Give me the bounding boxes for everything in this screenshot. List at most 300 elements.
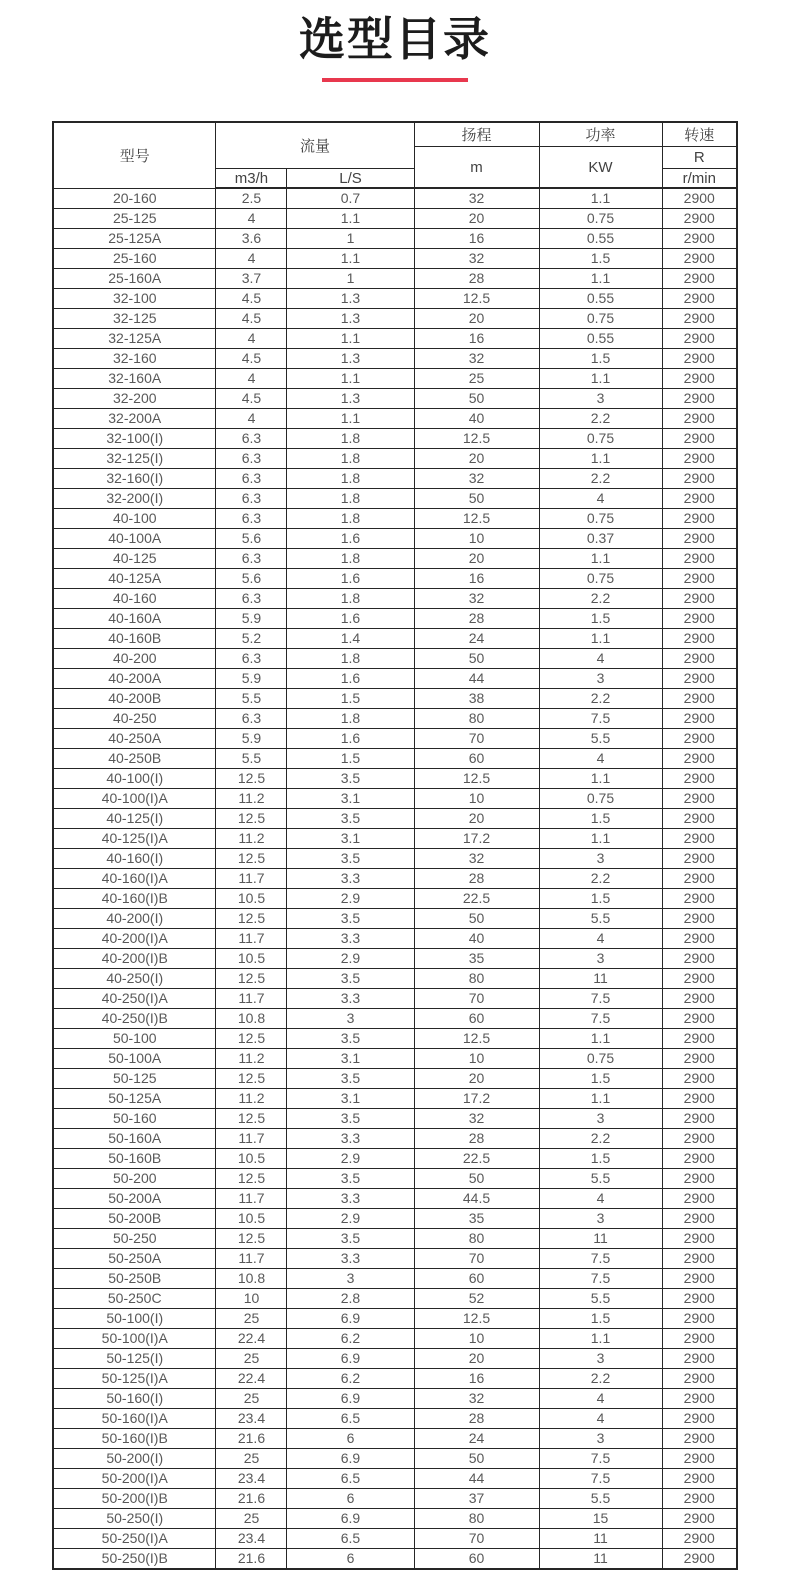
cell-speed-rpm: 2900 [662, 1229, 737, 1249]
cell-power-kw: 7.5 [539, 989, 662, 1009]
cell-flow-ls: 2.9 [287, 1209, 414, 1229]
cell-speed-rpm: 2900 [662, 849, 737, 869]
cell-flow-ls: 0.7 [287, 188, 414, 209]
cell-flow-m3h: 10.5 [216, 1149, 287, 1169]
table-body [53, 188, 737, 1569]
cell-speed-rpm: 2900 [662, 869, 737, 889]
cell-power-kw: 3 [539, 849, 662, 869]
cell-head-m: 40 [414, 409, 539, 429]
cell-flow-m3h: 25 [216, 1509, 287, 1529]
cell-model: 50-200(I)B [53, 1489, 216, 1509]
cell-speed-rpm: 2900 [662, 1409, 737, 1429]
cell-model: 32-160A [53, 369, 216, 389]
cell-model: 50-125 [53, 1069, 216, 1089]
cell-speed-rpm: 2900 [662, 229, 737, 249]
cell-head-m: 12.5 [414, 289, 539, 309]
cell-flow-m3h: 4 [216, 409, 287, 429]
table-row [53, 1309, 737, 1329]
cell-speed-rpm: 2900 [662, 1469, 737, 1489]
cell-speed-rpm: 2900 [662, 1189, 737, 1209]
cell-model: 40-125A [53, 569, 216, 589]
cell-model: 40-100(I)A [53, 789, 216, 809]
cell-model: 50-125(I)A [53, 1369, 216, 1389]
cell-speed-rpm: 2900 [662, 1489, 737, 1509]
cell-flow-m3h: 6.3 [216, 709, 287, 729]
table-row [53, 449, 737, 469]
cell-head-m: 44.5 [414, 1189, 539, 1209]
cell-flow-m3h: 25 [216, 1389, 287, 1409]
cell-head-m: 12.5 [414, 769, 539, 789]
cell-model: 32-200 [53, 389, 216, 409]
table-row [53, 1269, 737, 1289]
cell-speed-rpm: 2900 [662, 1369, 737, 1389]
table-row [53, 409, 737, 429]
cell-model: 40-100A [53, 529, 216, 549]
cell-flow-m3h: 21.6 [216, 1549, 287, 1570]
table-row [53, 749, 737, 769]
cell-speed-rpm: 2900 [662, 969, 737, 989]
cell-speed-rpm: 2900 [662, 669, 737, 689]
cell-speed-rpm: 2900 [662, 1129, 737, 1149]
title-underline-accent [322, 78, 468, 82]
cell-speed-rpm: 2900 [662, 289, 737, 309]
cell-flow-m3h: 5.9 [216, 609, 287, 629]
cell-power-kw: 7.5 [539, 1449, 662, 1469]
page-title: 选型目录 [299, 13, 491, 65]
cell-flow-ls: 3.3 [287, 929, 414, 949]
cell-head-m: 60 [414, 1269, 539, 1289]
cell-model: 40-250(I)B [53, 1009, 216, 1029]
cell-flow-m3h: 12.5 [216, 1109, 287, 1129]
cell-model: 20-160 [53, 188, 216, 209]
cell-flow-ls: 1.1 [287, 209, 414, 229]
cell-flow-m3h: 11.7 [216, 989, 287, 1009]
table-row [53, 1129, 737, 1149]
cell-power-kw: 1.1 [539, 1089, 662, 1109]
table-row [53, 349, 737, 369]
cell-model: 50-250C [53, 1289, 216, 1309]
cell-flow-ls: 6.9 [287, 1389, 414, 1409]
cell-speed-rpm: 2900 [662, 1309, 737, 1329]
cell-power-kw: 5.5 [539, 1289, 662, 1309]
cell-power-kw: 1.5 [539, 889, 662, 909]
cell-head-m: 28 [414, 269, 539, 289]
cell-speed-rpm: 2900 [662, 369, 737, 389]
cell-model: 50-200B [53, 1209, 216, 1229]
cell-flow-m3h: 4 [216, 249, 287, 269]
cell-head-m: 28 [414, 609, 539, 629]
cell-flow-ls: 1.8 [287, 649, 414, 669]
cell-speed-rpm: 2900 [662, 1269, 737, 1289]
cell-head-m: 32 [414, 1389, 539, 1409]
cell-flow-ls: 1.4 [287, 629, 414, 649]
cell-power-kw: 2.2 [539, 469, 662, 489]
cell-model: 32-160(I) [53, 469, 216, 489]
cell-flow-m3h: 22.4 [216, 1329, 287, 1349]
cell-power-kw: 3 [539, 389, 662, 409]
cell-flow-ls: 3.3 [287, 1129, 414, 1149]
cell-speed-rpm: 2900 [662, 1249, 737, 1269]
cell-flow-ls: 6.5 [287, 1529, 414, 1549]
table-row [53, 989, 737, 1009]
cell-power-kw: 1.1 [539, 829, 662, 849]
cell-power-kw: 0.55 [539, 289, 662, 309]
table-row [53, 209, 737, 229]
cell-flow-m3h: 3.7 [216, 269, 287, 289]
cell-head-m: 50 [414, 1449, 539, 1469]
cell-flow-ls: 3 [287, 1269, 414, 1289]
cell-power-kw: 7.5 [539, 1469, 662, 1489]
cell-flow-ls: 6.5 [287, 1469, 414, 1489]
cell-flow-ls: 2.9 [287, 949, 414, 969]
cell-power-kw: 5.5 [539, 729, 662, 749]
table-row [53, 249, 737, 269]
cell-power-kw: 2.2 [539, 409, 662, 429]
table-row [53, 1089, 737, 1109]
cell-power-kw: 5.5 [539, 1489, 662, 1509]
cell-head-m: 20 [414, 309, 539, 329]
cell-head-m: 52 [414, 1289, 539, 1309]
cell-flow-m3h: 12.5 [216, 849, 287, 869]
cell-flow-ls: 3 [287, 1009, 414, 1029]
cell-speed-rpm: 2900 [662, 529, 737, 549]
cell-model: 25-125A [53, 229, 216, 249]
cell-speed-rpm: 2900 [662, 309, 737, 329]
unit-header-flow-m3h: m3/h [216, 169, 287, 189]
table-row [53, 829, 737, 849]
cell-flow-m3h: 21.6 [216, 1489, 287, 1509]
cell-flow-ls: 3.5 [287, 969, 414, 989]
cell-head-m: 10 [414, 789, 539, 809]
cell-flow-m3h: 10.5 [216, 889, 287, 909]
cell-model: 40-200 [53, 649, 216, 669]
cell-head-m: 50 [414, 909, 539, 929]
cell-flow-m3h: 23.4 [216, 1529, 287, 1549]
cell-flow-ls: 3.5 [287, 1029, 414, 1049]
table-row [53, 1489, 737, 1509]
cell-head-m: 16 [414, 1369, 539, 1389]
cell-model: 50-100(I)A [53, 1329, 216, 1349]
table-row [53, 1049, 737, 1069]
cell-power-kw: 11 [539, 1229, 662, 1249]
cell-flow-m3h: 11.2 [216, 1049, 287, 1069]
table-row [53, 429, 737, 449]
table-row [53, 1349, 737, 1369]
cell-flow-m3h: 6.3 [216, 429, 287, 449]
cell-speed-rpm: 2900 [662, 949, 737, 969]
cell-power-kw: 4 [539, 749, 662, 769]
header-row-1 [53, 122, 737, 147]
cell-power-kw: 1.5 [539, 609, 662, 629]
cell-flow-ls: 1.3 [287, 389, 414, 409]
cell-head-m: 44 [414, 669, 539, 689]
cell-speed-rpm: 2900 [662, 329, 737, 349]
cell-speed-rpm: 2900 [662, 1209, 737, 1229]
cell-flow-m3h: 10.8 [216, 1009, 287, 1029]
cell-flow-ls: 3.3 [287, 1189, 414, 1209]
cell-flow-m3h: 12.5 [216, 909, 287, 929]
cell-speed-rpm: 2900 [662, 1429, 737, 1449]
cell-model: 25-160 [53, 249, 216, 269]
cell-head-m: 16 [414, 329, 539, 349]
unit-header-speed-r: R [662, 147, 737, 169]
cell-speed-rpm: 2900 [662, 1049, 737, 1069]
table-row [53, 889, 737, 909]
cell-power-kw: 1.1 [539, 549, 662, 569]
cell-flow-ls: 3.5 [287, 909, 414, 929]
cell-power-kw: 1.1 [539, 369, 662, 389]
table-row [53, 1109, 737, 1129]
cell-head-m: 70 [414, 989, 539, 1009]
unit-header-head-m: m [414, 147, 539, 189]
cell-flow-m3h: 3.6 [216, 229, 287, 249]
cell-flow-m3h: 4 [216, 329, 287, 349]
cell-speed-rpm: 2900 [662, 789, 737, 809]
cell-head-m: 28 [414, 1129, 539, 1149]
table-row [53, 269, 737, 289]
cell-model: 32-200A [53, 409, 216, 429]
cell-flow-ls: 1.6 [287, 529, 414, 549]
cell-flow-m3h: 12.5 [216, 969, 287, 989]
cell-model: 32-125 [53, 309, 216, 329]
cell-power-kw: 0.75 [539, 569, 662, 589]
cell-model: 50-250(I)A [53, 1529, 216, 1549]
cell-power-kw: 0.75 [539, 309, 662, 329]
cell-flow-ls: 3.5 [287, 1069, 414, 1089]
cell-speed-rpm: 2900 [662, 429, 737, 449]
table-row [53, 1329, 737, 1349]
cell-flow-m3h: 5.5 [216, 749, 287, 769]
unit-header-speed-rmin: r/min [662, 169, 737, 189]
cell-head-m: 20 [414, 549, 539, 569]
unit-header-flow-ls: L/S [287, 169, 414, 189]
cell-model: 40-160(I) [53, 849, 216, 869]
cell-flow-ls: 1.8 [287, 429, 414, 449]
cell-power-kw: 0.55 [539, 329, 662, 349]
cell-speed-rpm: 2900 [662, 629, 737, 649]
table-row [53, 1449, 737, 1469]
cell-model: 40-160 [53, 589, 216, 609]
cell-power-kw: 3 [539, 1349, 662, 1369]
cell-head-m: 10 [414, 1329, 539, 1349]
cell-flow-ls: 3.1 [287, 789, 414, 809]
cell-power-kw: 0.75 [539, 509, 662, 529]
cell-model: 50-200A [53, 1189, 216, 1209]
cell-flow-m3h: 10.5 [216, 1209, 287, 1229]
table-header [53, 122, 737, 188]
cell-speed-rpm: 2900 [662, 1029, 737, 1049]
col-header-head: 扬程 [414, 122, 539, 147]
cell-flow-ls: 6 [287, 1549, 414, 1570]
cell-head-m: 60 [414, 1549, 539, 1570]
cell-head-m: 20 [414, 209, 539, 229]
table-row [53, 188, 737, 209]
cell-speed-rpm: 2900 [662, 1509, 737, 1529]
cell-head-m: 60 [414, 749, 539, 769]
cell-power-kw: 11 [539, 1549, 662, 1570]
cell-speed-rpm: 2900 [662, 569, 737, 589]
cell-model: 40-200(I)B [53, 949, 216, 969]
table-row [53, 789, 737, 809]
cell-model: 32-160 [53, 349, 216, 369]
cell-model: 50-160(I) [53, 1389, 216, 1409]
cell-flow-ls: 6.2 [287, 1329, 414, 1349]
cell-power-kw: 1.5 [539, 349, 662, 369]
cell-head-m: 32 [414, 849, 539, 869]
cell-power-kw: 15 [539, 1509, 662, 1529]
cell-speed-rpm: 2900 [662, 889, 737, 909]
table-row [53, 969, 737, 989]
cell-model: 50-125(I) [53, 1349, 216, 1369]
cell-model: 50-160A [53, 1129, 216, 1149]
cell-head-m: 24 [414, 629, 539, 649]
cell-power-kw: 7.5 [539, 1249, 662, 1269]
cell-model: 40-250(I)A [53, 989, 216, 1009]
cell-power-kw: 2.2 [539, 589, 662, 609]
cell-model: 32-200(I) [53, 489, 216, 509]
cell-power-kw: 1.1 [539, 269, 662, 289]
cell-flow-ls: 3.5 [287, 769, 414, 789]
cell-power-kw: 1.5 [539, 1149, 662, 1169]
cell-model: 50-200(I)A [53, 1469, 216, 1489]
cell-head-m: 40 [414, 929, 539, 949]
cell-flow-m3h: 6.3 [216, 449, 287, 469]
cell-power-kw: 3 [539, 1209, 662, 1229]
cell-head-m: 17.2 [414, 1089, 539, 1109]
cell-flow-ls: 1.6 [287, 669, 414, 689]
cell-flow-m3h: 11.7 [216, 869, 287, 889]
cell-power-kw: 7.5 [539, 1009, 662, 1029]
cell-head-m: 38 [414, 689, 539, 709]
cell-flow-ls: 3.1 [287, 1089, 414, 1109]
cell-flow-ls: 2.8 [287, 1289, 414, 1309]
cell-flow-m3h: 12.5 [216, 1069, 287, 1089]
cell-head-m: 50 [414, 1169, 539, 1189]
cell-speed-rpm: 2900 [662, 489, 737, 509]
cell-flow-m3h: 11.2 [216, 1089, 287, 1109]
cell-model: 50-160 [53, 1109, 216, 1129]
table-row [53, 1029, 737, 1049]
cell-flow-ls: 1.8 [287, 469, 414, 489]
cell-power-kw: 2.2 [539, 1129, 662, 1149]
cell-speed-rpm: 2900 [662, 349, 737, 369]
cell-speed-rpm: 2900 [662, 829, 737, 849]
table-row [53, 1229, 737, 1249]
cell-flow-ls: 3.3 [287, 869, 414, 889]
cell-flow-ls: 3.1 [287, 1049, 414, 1069]
cell-flow-ls: 1 [287, 229, 414, 249]
cell-flow-ls: 1.6 [287, 609, 414, 629]
cell-model: 40-125(I)A [53, 829, 216, 849]
cell-flow-ls: 3.3 [287, 1249, 414, 1269]
cell-speed-rpm: 2900 [662, 589, 737, 609]
cell-model: 25-125 [53, 209, 216, 229]
table-row [53, 469, 737, 489]
cell-head-m: 17.2 [414, 829, 539, 849]
cell-flow-m3h: 12.5 [216, 1229, 287, 1249]
cell-speed-rpm: 2900 [662, 989, 737, 1009]
cell-head-m: 25 [414, 369, 539, 389]
cell-head-m: 32 [414, 249, 539, 269]
cell-power-kw: 5.5 [539, 1169, 662, 1189]
cell-flow-m3h: 4 [216, 369, 287, 389]
table-row [53, 489, 737, 509]
cell-model: 40-200A [53, 669, 216, 689]
cell-head-m: 44 [414, 1469, 539, 1489]
cell-power-kw: 3 [539, 949, 662, 969]
cell-flow-ls: 3.5 [287, 849, 414, 869]
cell-model: 32-125(I) [53, 449, 216, 469]
cell-flow-ls: 1.8 [287, 589, 414, 609]
cell-head-m: 32 [414, 589, 539, 609]
cell-head-m: 12.5 [414, 1309, 539, 1329]
cell-power-kw: 3 [539, 1109, 662, 1129]
cell-speed-rpm: 2900 [662, 749, 737, 769]
table-row [53, 1009, 737, 1029]
cell-power-kw: 11 [539, 1529, 662, 1549]
cell-flow-ls: 6.9 [287, 1349, 414, 1369]
cell-flow-m3h: 11.2 [216, 829, 287, 849]
table-row [53, 869, 737, 889]
table-row [53, 309, 737, 329]
cell-speed-rpm: 2900 [662, 769, 737, 789]
cell-flow-m3h: 25 [216, 1309, 287, 1329]
cell-power-kw: 5.5 [539, 909, 662, 929]
cell-head-m: 50 [414, 649, 539, 669]
cell-flow-ls: 3.5 [287, 1169, 414, 1189]
table-row [53, 509, 737, 529]
table-row [53, 929, 737, 949]
cell-flow-m3h: 4.5 [216, 309, 287, 329]
cell-power-kw: 2.2 [539, 1369, 662, 1389]
cell-flow-m3h: 4 [216, 209, 287, 229]
cell-flow-ls: 6 [287, 1489, 414, 1509]
cell-speed-rpm: 2900 [662, 1549, 737, 1570]
cell-flow-m3h: 25 [216, 1349, 287, 1369]
cell-model: 50-125A [53, 1089, 216, 1109]
table-row [53, 1169, 737, 1189]
cell-flow-ls: 1.6 [287, 729, 414, 749]
cell-speed-rpm: 2900 [662, 1109, 737, 1129]
cell-head-m: 20 [414, 1069, 539, 1089]
table-row [53, 949, 737, 969]
table-row [53, 1289, 737, 1309]
cell-power-kw: 1.5 [539, 1309, 662, 1329]
selection-catalog-table [52, 121, 738, 1570]
cell-power-kw: 1.1 [539, 1329, 662, 1349]
cell-flow-m3h: 11.7 [216, 1249, 287, 1269]
cell-speed-rpm: 2900 [662, 1069, 737, 1089]
cell-power-kw: 0.75 [539, 1049, 662, 1069]
cell-model: 32-100(I) [53, 429, 216, 449]
cell-head-m: 12.5 [414, 509, 539, 529]
cell-power-kw: 1.1 [539, 629, 662, 649]
cell-head-m: 10 [414, 1049, 539, 1069]
cell-head-m: 80 [414, 1509, 539, 1529]
cell-head-m: 12.5 [414, 429, 539, 449]
cell-model: 50-250(I) [53, 1509, 216, 1529]
cell-head-m: 60 [414, 1009, 539, 1029]
cell-flow-m3h: 4.5 [216, 349, 287, 369]
cell-flow-m3h: 12.5 [216, 809, 287, 829]
cell-speed-rpm: 2900 [662, 449, 737, 469]
cell-head-m: 80 [414, 1229, 539, 1249]
table-row [53, 529, 737, 549]
table-row [53, 589, 737, 609]
cell-speed-rpm: 2900 [662, 809, 737, 829]
cell-model: 40-200B [53, 689, 216, 709]
cell-head-m: 70 [414, 729, 539, 749]
